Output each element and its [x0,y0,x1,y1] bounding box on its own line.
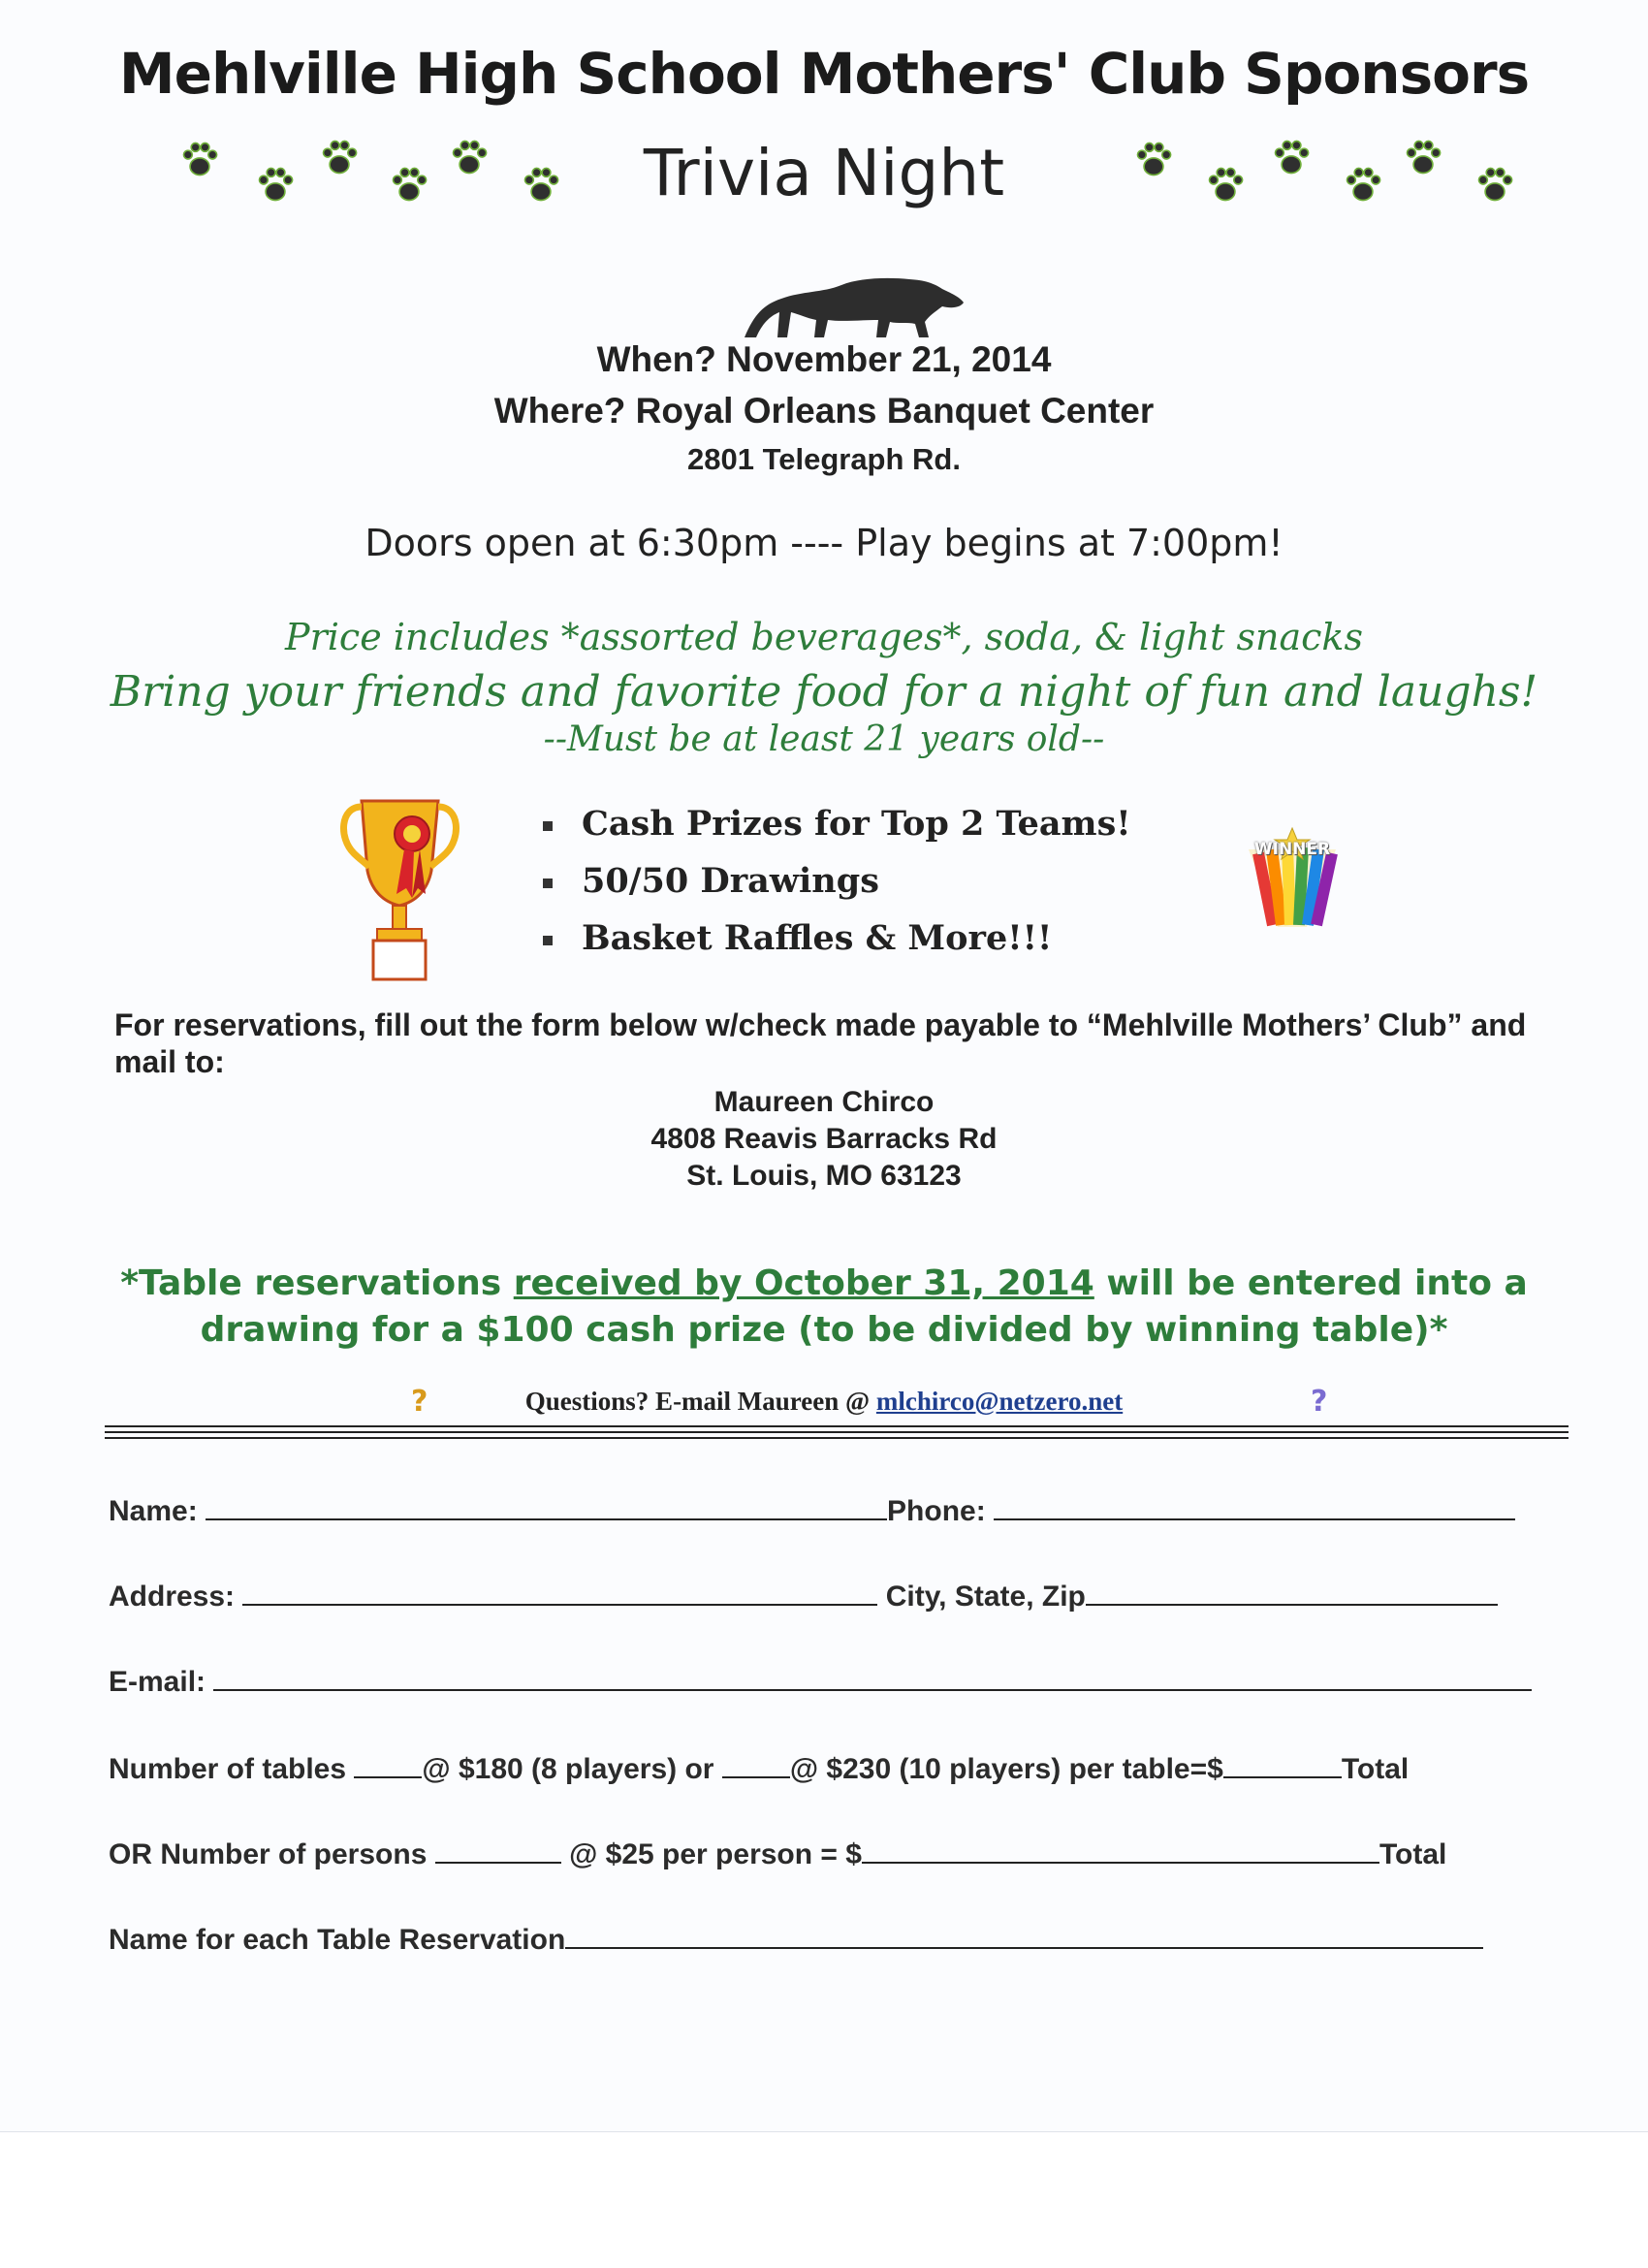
event-venue: Where? Royal Orleans Banquet Center [493,391,1155,431]
city-state-zip-field[interactable] [1086,1577,1498,1606]
city-state-zip-label: City, State, Zip [885,1581,1086,1613]
paw-print-icon [1402,136,1444,178]
reservation-instructions: For reservations, fill out the form below w/check made payable to “Mehlville Mothers’ Club” and mail to: [114,1007,1527,1079]
email-field[interactable] [213,1662,1532,1691]
questions-text: Questions? E-mail Maureen @ [524,1387,876,1416]
paw-print-icon [1474,163,1516,206]
event-subtitle: Trivia Night [643,136,1005,210]
mailing-name: Maureen Chirco [713,1086,935,1118]
persons-rate: @ $25 per person = $ [569,1838,862,1870]
email-label: E-mail: [109,1666,206,1698]
phone-label: Phone: [887,1495,986,1527]
prize-item-label: 50/50 Drawings [582,861,879,901]
paw-print-icon [1270,136,1313,178]
drawing-prefix: *Table reservations [120,1263,514,1303]
phone-field[interactable] [994,1491,1515,1520]
table-name-field[interactable] [565,1920,1483,1949]
question-mark-icon: ? [1311,1385,1328,1419]
drawing-suffix: will be entered into a drawing for a $100 cash prize (to be divided by winning table)* [200,1263,1528,1350]
drawing-notice [97,1261,1551,1354]
paw-print-icon [1204,163,1247,206]
persons-count-field[interactable] [435,1835,561,1864]
event-address: 2801 Telegraph Rd. [687,442,961,476]
paw-print-icon [1132,138,1175,180]
tables-10-field[interactable] [722,1749,790,1778]
divider-line [105,1425,1569,1427]
winner-badge [1229,820,1355,946]
persons-total-field[interactable] [862,1835,1379,1864]
persons-label: OR Number of persons [109,1838,428,1870]
form-row-tables [109,1749,1409,1786]
form-row-persons [109,1835,1446,1871]
tables-option-1: @ $180 (8 players) or [422,1753,714,1785]
name-label: Name: [109,1495,198,1527]
form-row-name [109,1491,1515,1528]
bullet-square-icon [543,821,553,831]
tables-8-field[interactable] [354,1749,422,1778]
price-includes: Price includes *assorted beverages*, soda, & light snacks [285,616,1363,658]
form-row-address [109,1577,1498,1613]
winner-badge-text: WINNER [1253,840,1331,859]
questions-line [0,1387,1648,1417]
tables-option-2: @ $230 (10 players) per table=$ [789,1753,1223,1785]
prize-list [543,795,1131,967]
name-field[interactable] [206,1491,887,1520]
divider-line [105,1437,1569,1439]
address-label: Address: [109,1581,236,1613]
bring-friends: Bring your friends and favorite food for a night of fun and laughs! [110,667,1538,717]
question-mark-icon: ? [411,1385,428,1419]
prize-item [543,852,1131,910]
divider-line [105,1431,1569,1433]
trophy-icon [334,793,465,983]
contact-email-link[interactable]: mlchirco@netzero.net [875,1387,1124,1416]
prize-item-label: Cash Prizes for Top 2 Teams! [582,804,1131,844]
bullet-square-icon [543,878,553,888]
form-row-email [109,1662,1532,1699]
mailing-address [0,1084,1648,1195]
flyer-title: Mehlville High School Mothers' Club Sponsors [118,41,1530,107]
drawing-deadline: received by October 31, 2014 [513,1263,1094,1303]
tables-total-field[interactable] [1223,1749,1342,1778]
event-date: When? November 21, 2014 [596,339,1052,379]
table-name-label: Name for each Table Reservation [109,1924,566,1956]
mailing-street: 4808 Reavis Barracks Rd [650,1123,998,1155]
prize-item-label: Basket Raffles & More!!! [582,918,1053,958]
form-row-table-name [109,1920,1483,1957]
persons-total-label: Total [1379,1838,1447,1870]
bullet-square-icon [543,936,553,945]
paw-print-icon [1342,163,1384,206]
scan-bottom-margin [0,2131,1648,2268]
mailing-city: St. Louis, MO 63123 [686,1160,962,1192]
prize-item [543,910,1131,967]
event-times: Doors open at 6:30pm ---- Play begins at 7:00pm! [364,522,1284,564]
panther-mascot-icon [735,266,967,343]
tables-label: Number of tables [109,1753,347,1785]
address-field[interactable] [242,1577,877,1606]
age-requirement: --Must be at least 21 years old-- [543,719,1105,759]
prize-item [543,795,1131,852]
tables-total-label: Total [1341,1753,1410,1785]
